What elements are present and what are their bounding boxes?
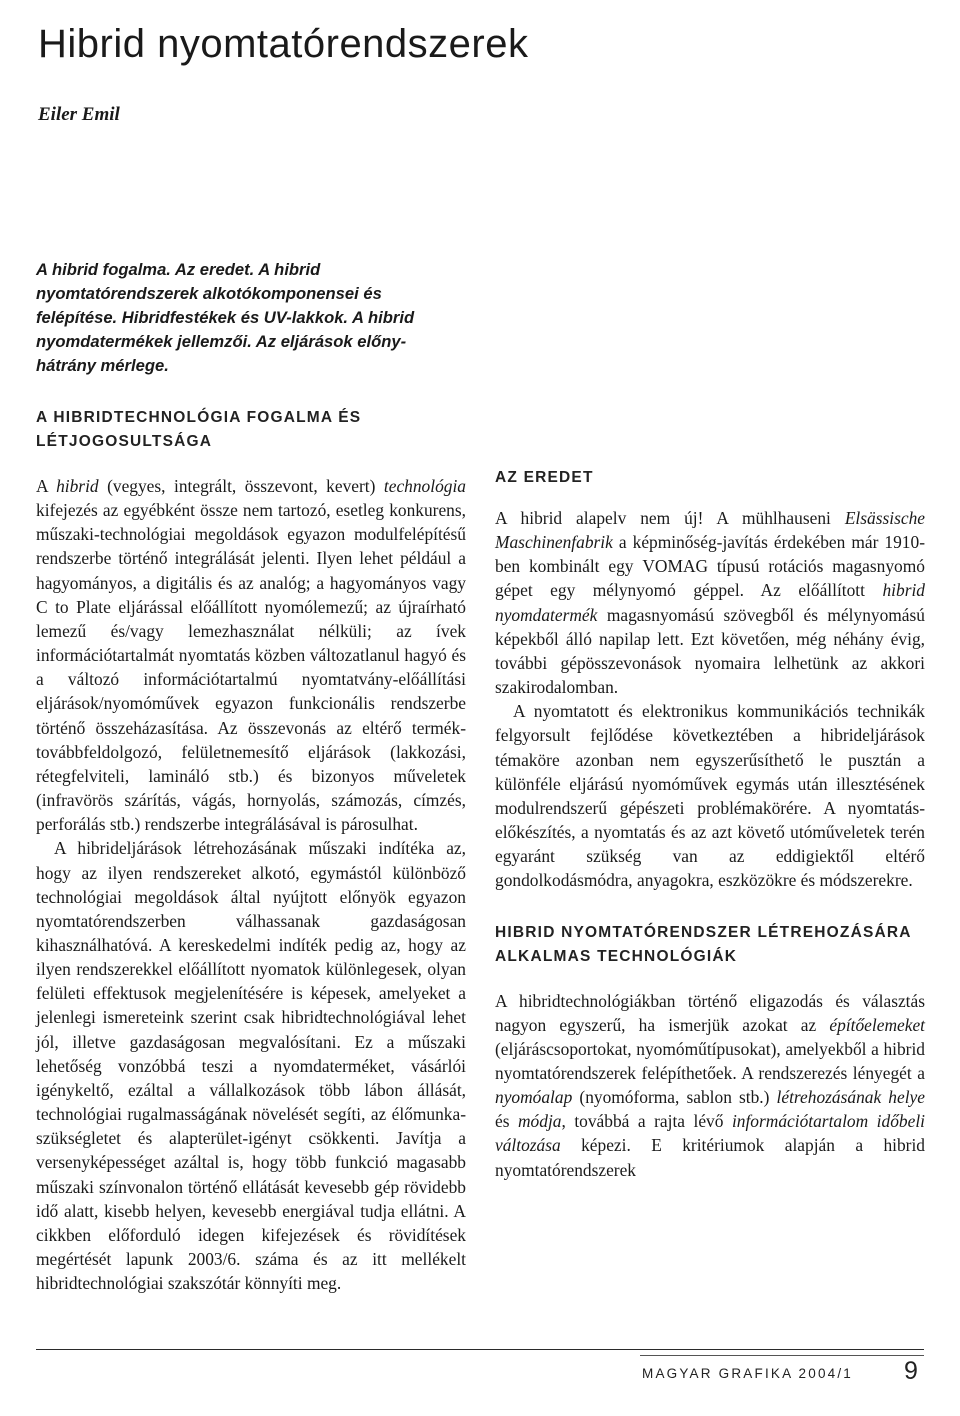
footer-rule-short [640, 1355, 924, 1356]
paragraph-concept-2: A hibrideljárások létrehozásának műszaki indítéka az, hogy az ilyen rendszereket alkotó, egymástól különböző technológiai megoldások által nyújtott előnyök egyazon nyomtatórendszerben válhassanak gazdaságosan kihasználhatóvá. A kereskedelmi indíték pedig az, hogy az ilyen rendszerekkel előállított nyomatok különlegesek, olyan felületi effektusok megjelenítésére is képesek, amelyeket a jelenlegi ismereteink szerint csak hibridtechnológiával lehet jól, illetve gazdaságosan megvalósítani. Ez a műszaki lehetőség vonzóbbá teszi a nyomdaterméket, vásárlói igénykeltő, ezáltal a vállalkozások több lábon állását, technológiai rugalmasságának növelését segíti, az élőmunka-szükségletet és alapterület-igényt csökkenti. Javítja a versenyképességet azáltal is, hogy több funkció magasabb műszaki színvonalon történő ellátását kevesebb gép rövidebb idő alatt, kisebb helyen, kevesebb energiával tudja ellátni. A cikkben előforduló idegen kifejezések és rövidítések megértését lapunk 2003/6. száma és az itt mellékelt hibridtechnológiai szakszótár könnyíti meg. [36, 838, 466, 1294]
page-number: 9 [904, 1357, 918, 1385]
section-heading-concept: A HIBRIDTECHNOLÓGIA FOGALMA ÉS LÉTJOGOSULTSÁGA [36, 409, 362, 450]
right-column [495, 258, 925, 1182]
section-heading-technologies: HIBRID NYOMTATÓRENDSZER LÉTREHOZÁSÁRA ALKALMAS TECHNOLÓGIÁK [495, 923, 912, 965]
footer-rule [36, 1349, 924, 1350]
paragraph-origin-2: A nyomtatott és elektronikus kommunikációs technikák felgyorsult fejlődése következtében a hibrideljárások témaköre azonban nem egyszerűsíthető le pusztán a különféle eljárású nyomóművek egymás után illesztésének modulrendszerű gépészeti problémakörére. A nyomtatás-előkészítés, a nyomtatás és az azt követő utóműveletek terén egyaránt szükség van az eddigiektől eltérő gondolkodásmódra, anyagokra, eszközökre és módszerekre. [495, 701, 925, 891]
article-lede: A hibrid fogalma. Az eredet. A hibrid nyomtatórendszerek alkotókomponensei és felépítése. Hibridfestékek és UV-lakkok. A hibrid nyomdatermékek jellemzői. Az eljárások előny-hátrány mérlege. [36, 260, 415, 375]
left-column [36, 258, 466, 1295]
article-author: Eiler Emil [38, 104, 120, 125]
footer-journal: MAGYAR GRAFIKA 2004/1 [642, 1366, 854, 1381]
paragraph-origin-1: A hibrid alapelv nem új! A mühlhauseni Elsässische Maschinenfabrik a képminőség-javítás érdekében már 1910-ben kombinált egy VOMAG típusú rotációs magasnyomó gépet egy mélynyomó géppel. Az előállított hibrid nyomdatermék magasnyomású szövegből és mélynyomású képekből álló napilap lett. Ezt követően, még néhány évig, további gépösszevonások nyomaira lelhetünk az akkori szakirodalomban. [495, 508, 925, 698]
paragraph-technologies-1: A hibridtechnológiákban történő eligazodás és választás nagyon egyszerű, ha ismerjük azokat az építőelemeket (eljáráscsoportokat, nyomóműtípusokat), amelyekből a hibrid nyomtatórendszerek felépíthetőek. A rendszerezés lényegét a nyomóalap (nyomóforma, sablon stb.) létrehozásának helye és módja, továbbá a rajta lévő információtartalom időbeli változása képezi. E kritériumok alapján a hibrid nyomtatórendszerek [495, 990, 925, 1180]
paragraph-concept-1: A hibrid (vegyes, integrált, összevont, kevert) technológia kifejezés az egyébként össze nem tartozó, esetleg konkurens, műszaki-technológiai megoldások egyazon modulfelépítésű rendszerbe történő integrálását jelenti. Ilyen lehet például a hagyományos, a digitális és az analóg; a hagyományos vagy C to Plate eljárással előállított nyomólemezű; az újraírható lemezű és/vagy lemezhasználat nélküli; az ívek információtartalmát nyomtatás közben változatlanul hagyó és a változó információtartalmú nyomtatvány-előállítási eljárások/nyomóművek egyazon funkcionális rendszerbe történő összeházasítása. Az összevonás az eltérő termék-továbbfeldolgozó, felületnemesítő eljárások (lakkozási, rétegfelviteli, lamináló stb.) és bizonyos műveletek (infravörös szárítás, vágás, hornyolás, számozás, címzés, perforálás stb.) rendszerbe integrálásával is párosulhat. [36, 476, 466, 835]
section-heading-origin: AZ EREDET [495, 469, 594, 486]
article-title: Hibrid nyomtatórendszerek [38, 22, 529, 66]
